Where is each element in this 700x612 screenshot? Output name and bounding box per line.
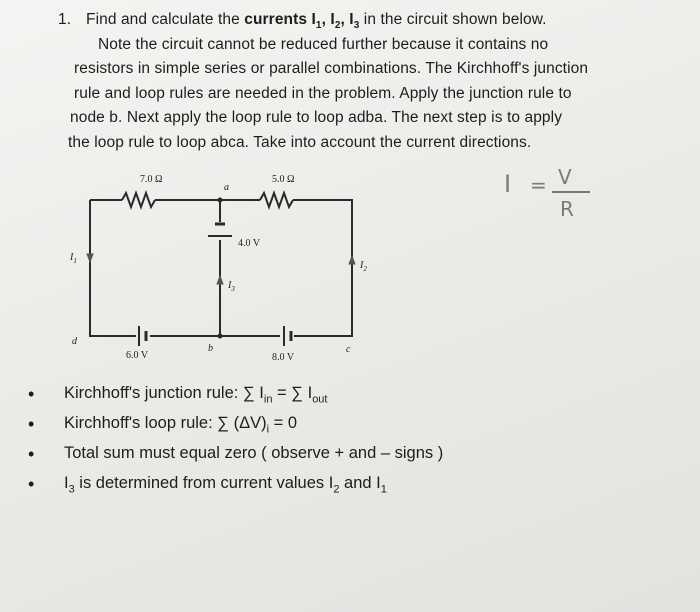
wire-left [90, 200, 136, 336]
sub-in: in [263, 393, 273, 406]
label-8v: 8.0 V [272, 352, 295, 363]
arrow-i3 [217, 276, 223, 284]
resistor-5ohm [260, 193, 293, 207]
subscript-3: 3 [353, 20, 360, 32]
problem-line-3: resistors in simple series or parallel combinations. The Kirchhoff's junction [74, 60, 589, 77]
junction-rule-mid: = ∑ I [272, 384, 313, 402]
sub-3: 3 [68, 483, 75, 496]
label-7ohm: 7.0 Ω [140, 174, 163, 185]
label-i3-main: I [228, 280, 232, 291]
label-node-d: d [72, 336, 77, 347]
problem-line-6: the loop rule to loop abca. Take into account the current directions. [68, 133, 532, 151]
problem-line-4: rule and loop rules are needed in the problem. Apply the junction rule to [74, 84, 572, 102]
i3-and: and I [339, 474, 381, 492]
problem-line-5: node b. Next apply the loop rule to loop adba. The next step is to apply [70, 109, 563, 126]
bullet-dot: • [28, 384, 35, 404]
bullet-dot: • [28, 414, 35, 434]
i3-letter: I [64, 474, 69, 492]
line1-end: in the circuit shown below. [359, 11, 547, 28]
problem-statement [58, 8, 698, 155]
sep-1: , I [321, 11, 335, 28]
problem-number: 1. [58, 11, 72, 28]
label-5ohm: 5.0 Ω [272, 174, 295, 185]
line1-intro: Find and calculate the [86, 11, 245, 28]
label-i3 [227, 280, 235, 293]
label-i2-sub: 2 [363, 265, 367, 273]
circuit-diagram [60, 160, 380, 370]
sub-out: out [312, 393, 328, 406]
hand-equals: = [530, 173, 547, 197]
sub-1: 1 [380, 483, 387, 496]
handwritten-ohms-law [500, 162, 620, 222]
label-i1 [69, 252, 77, 265]
currents-label: currents I [244, 11, 316, 28]
total-sum-text: Total sum must equal zero ( observe + and – signs ) [64, 444, 444, 462]
sep-2: , I [340, 11, 354, 28]
arrow-i2 [349, 256, 355, 264]
label-i2-main: I [360, 260, 364, 271]
junction-rule-text: Kirchhoff's junction rule: ∑ I [64, 384, 264, 402]
hand-i: I [504, 170, 512, 198]
label-i3-sub: 3 [231, 285, 235, 293]
bullet-text [64, 384, 327, 405]
loop-rule-end: = 0 [269, 414, 298, 432]
label-node-c: c [346, 344, 351, 355]
node-a-dot [218, 198, 223, 203]
node-b-dot [218, 334, 223, 339]
label-node-a: a [224, 182, 229, 193]
label-4v: 4.0 V [238, 238, 261, 249]
bullet-dot: • [28, 474, 35, 494]
label-6v: 6.0 V [126, 350, 149, 361]
resistor-7ohm [122, 193, 155, 207]
sub-i: i [266, 423, 270, 436]
label-i1-main: I [70, 252, 74, 263]
label-i2 [359, 260, 367, 273]
bullet-text [64, 414, 297, 435]
label-node-b: b [208, 343, 213, 354]
sub-2: 2 [333, 483, 340, 496]
hand-v: V [558, 165, 572, 189]
hand-r: R [560, 197, 574, 221]
label-i1-sub: 1 [73, 257, 77, 265]
loop-rule-text: Kirchhoff's loop rule: ∑ (ΔV) [64, 414, 267, 432]
arrow-i1 [87, 254, 93, 262]
subscript-2: 2 [334, 20, 341, 32]
problem-line-2: Note the circuit cannot be reduced further because it contains no [98, 35, 549, 53]
bullet-dot: • [28, 444, 35, 464]
wire-top-right [293, 200, 352, 336]
subscript-1: 1 [315, 20, 322, 32]
bullet-text [64, 474, 387, 495]
i3-mid: is determined from current values I [74, 474, 334, 492]
problem-line-1 [86, 8, 698, 33]
